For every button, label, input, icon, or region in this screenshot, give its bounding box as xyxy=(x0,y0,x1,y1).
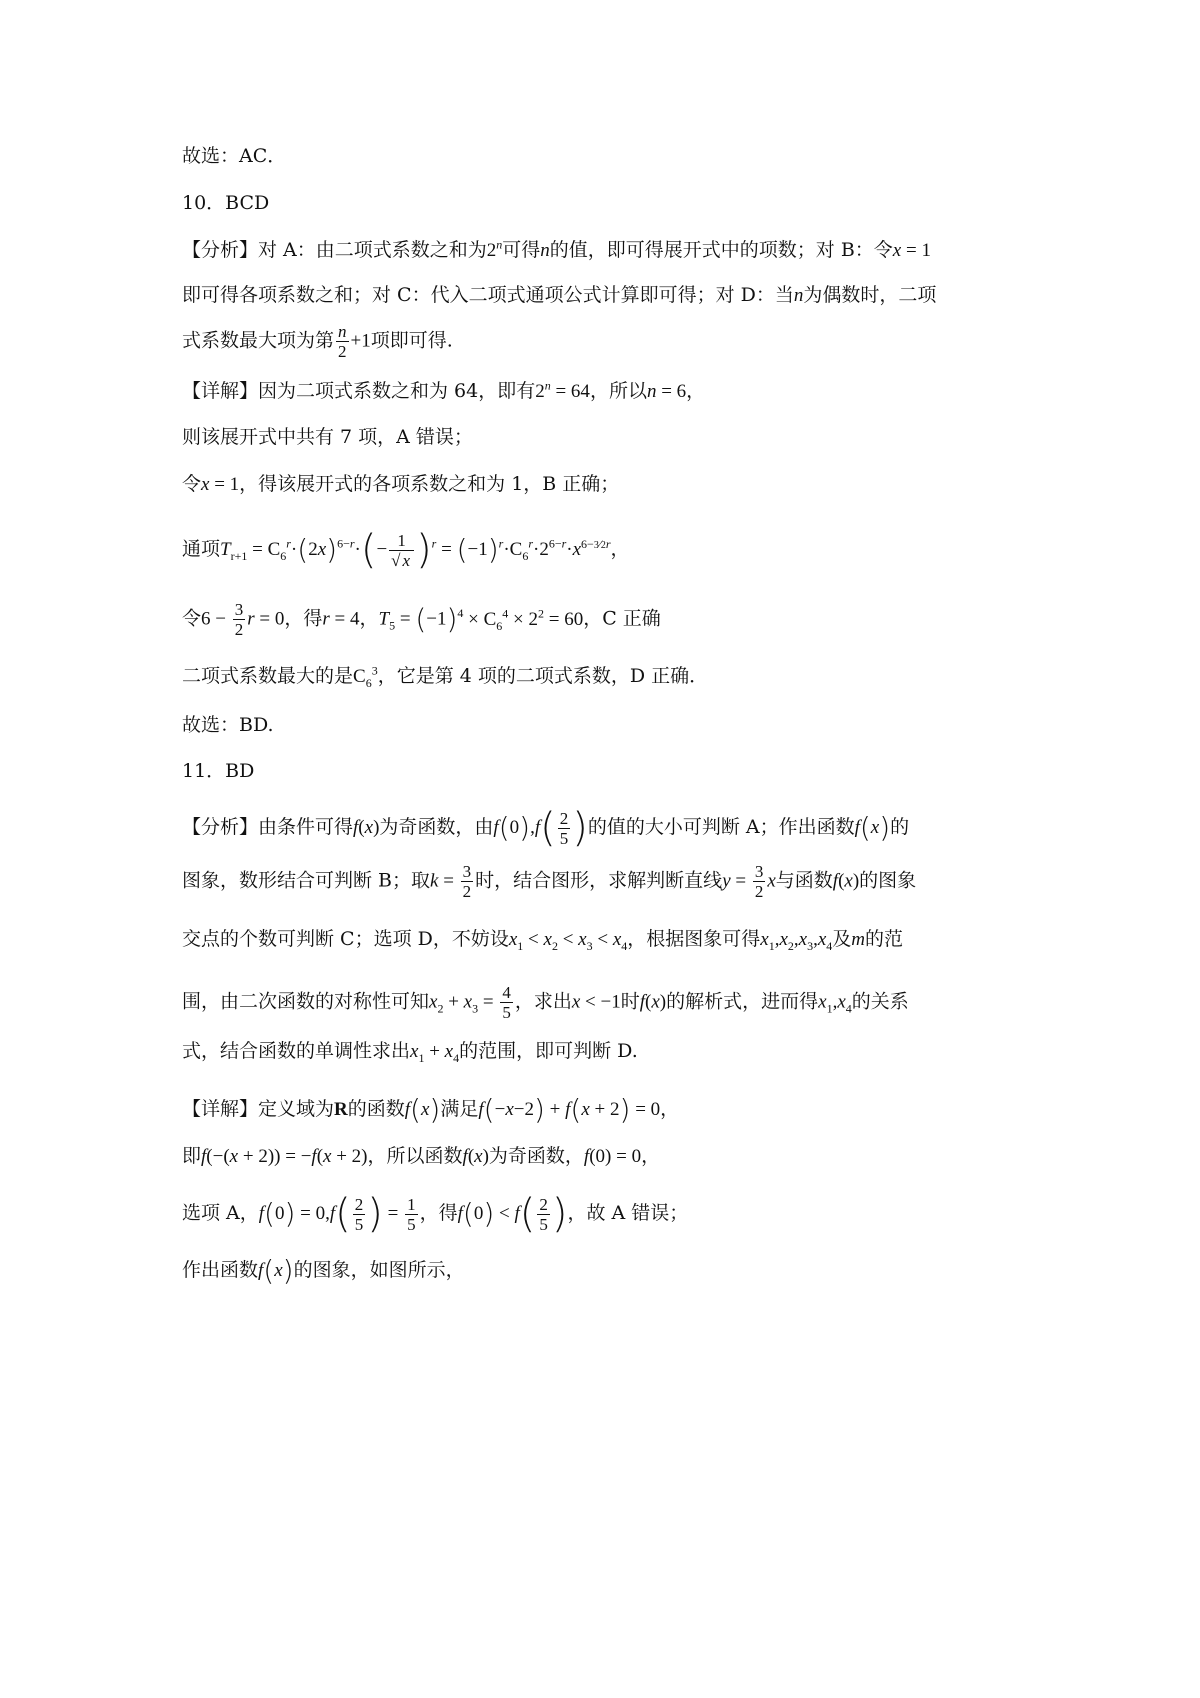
math-x-eq-1: x xyxy=(201,474,210,495)
q11-analysis-line-5: 式，结合函数的单调性求出$x_1 + x_4$的范围，即可判断 D. xyxy=(182,1040,638,1065)
question-11-answer: 11．BD xyxy=(182,760,255,782)
question-10-answer: 10．BCD xyxy=(182,192,270,214)
math-m: m xyxy=(851,929,866,950)
math-k-value: k xyxy=(430,870,439,892)
q11-analysis-line-2: 图象，数形结合可判断 B；取k = $\frac{3}{2}$ 时，结合图形，求解判断直线y = $\frac{3}{2}$ x与函数f(x)的图象 xyxy=(182,862,917,901)
answer-select-ac: 故选：AC． xyxy=(182,145,287,167)
math-line-y: y xyxy=(722,870,731,892)
q11-detail-line-4: 作出函数f(x)的图象，如图所示， xyxy=(182,1254,465,1287)
q11-detail-line-2: 即f(−(x + 2)) = −f(x + 2)，所以函数f(x)为奇函数，f(0) = 0， xyxy=(182,1145,661,1167)
math-ineq-a: f xyxy=(457,1203,463,1224)
math-x-eq-1: x xyxy=(892,240,902,261)
q10-analysis-line-2: 即可得各项系数之和；对 C：代入二项式通项公式计算即可得；对 D：当n为偶数时，二项 xyxy=(182,284,937,306)
math-fx: f xyxy=(353,817,359,838)
q10-detail-line-2: 则该展开式中共有 7 项，A 错误； xyxy=(182,426,473,448)
math-f0-eq-0: f xyxy=(583,1146,590,1167)
math-n: n xyxy=(793,285,804,306)
math-n: n xyxy=(540,240,550,261)
q10-general-term: 通项$T_{r+1} = C_6^r\cdot(2x)^{6-r}\cdot(-$ $\frac{1}{√ x}$ )$^r = (-1)^r\cdot C_6^r\cdot 2^{6-r}\cdot x^{6-3⁄2r}$， xyxy=(182,527,630,573)
math-x2-x3: x xyxy=(429,991,438,1013)
math-real-set: R xyxy=(334,1099,348,1120)
math-general-term: $T_{r+1}$ xyxy=(220,539,248,563)
math-fx: f xyxy=(258,1260,264,1281)
math-r-eq-4: r xyxy=(322,608,330,630)
q11-detail-line-3: 选项 A，f(0) = 0,f( $\frac{2}{5}$ ) = $\frac{1}{5}$ ，得f(0) < f( $\frac{2}{5}$ )，故 A 错误； xyxy=(182,1191,689,1237)
math-odd-eq: f xyxy=(201,1146,207,1167)
math-eq-2n-64: $2^n = 64$ xyxy=(535,378,590,402)
math-x-order: x xyxy=(508,929,518,950)
q10-analysis-line-3: 式系数最大项为第 $\frac{n}{2}$ +1项即可得. xyxy=(182,322,453,361)
q11-analysis-line-3: 交点的个数可判断 C；选项 D，不妨设$x_1 < x_2 < x_3 < x_4$，根据图象可得$x_1,x_2,x_3,x_4$及m的范 xyxy=(182,928,904,953)
q11-analysis-line-4: 围，由二次函数的对称性可知$x_2 + x_3$ = $\frac{4}{5}$ ，求出x < −1时f(x)的解析式，进而得$x_1,x_4$的关系 xyxy=(182,983,909,1022)
math-values-a: f xyxy=(258,1203,265,1224)
math-2-pow-n: 2$^n$ xyxy=(486,237,503,261)
q11-analysis-line-1: 【分析】由条件可得f(x)为奇函数，由f(0),f( $\frac{2}{5}$ )的值的大小可判断 A；作出函数f(x)的 xyxy=(182,805,910,851)
q11-detail-line-1: 【详解】定义域为R的函数f(x)满足f(−x−2) + f(x + 2) = 0， xyxy=(182,1093,680,1126)
q10-analysis-line-1: 【分析】对 A：由二项式系数之和为2$^n$可得n的值，即可得展开式中的项数；对 B：令x = 1 xyxy=(182,237,931,261)
math-x1-x4: x xyxy=(818,991,827,1013)
answer-select-bd: 故选：BD. xyxy=(182,714,274,736)
q10-exponent-condition: 令6 − $\frac{3}{2}$ r = 0，得r = 4，$T_5 = (-1)^4 \times C_6^4 \times 2^2 = 60$，C 正确 xyxy=(182,600,661,639)
math-exponent-eq: 6 − xyxy=(201,608,231,630)
math-condition: f xyxy=(478,1099,484,1120)
math-n-eq-6: n xyxy=(646,381,657,402)
q10-detail-line-d: 二项式系数最大的是$C_6^3$，它是第 4 项的二项式系数，D 正确． xyxy=(182,663,709,690)
q10-detail-line-3: 令x = 1，得该展开式的各项系数之和为 1，B 正确； xyxy=(182,473,620,495)
math-f0-f25: f xyxy=(493,817,499,838)
math-x-list: x xyxy=(760,929,769,950)
math-x1-plus-x4: x xyxy=(410,1041,419,1062)
q10-detail-line-1: 【详解】因为二项式系数之和为 64，即有$2^n = 64$，所以n = 6， xyxy=(182,378,706,402)
math-x-lt-m1: x xyxy=(571,991,581,1013)
math-t5: T xyxy=(378,608,390,630)
math-fraction-n-over-2: $\frac{n}{2}$ xyxy=(338,322,347,361)
math-c63: $C_6^3$ xyxy=(353,663,378,690)
